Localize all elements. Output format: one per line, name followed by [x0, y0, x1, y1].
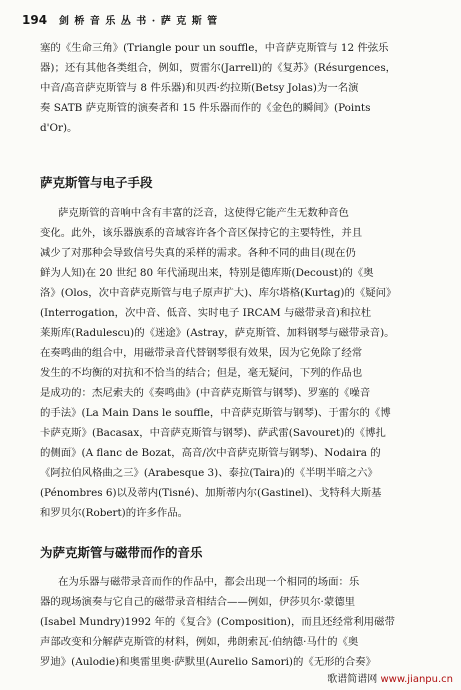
page-header — [22, 9, 442, 31]
watermark-url: www.jianpu.cn — [380, 674, 453, 685]
text-line: 减少了对那种会导致信号失真的采样的需求。各种不同的曲目(现在仍 — [40, 247, 356, 259]
text-line: (Interrogation，次中音、低音、实时电子 IRCAM 与磁带录音)和拉杜 — [40, 307, 372, 319]
section-heading: 萨克斯管与电子手段 — [40, 175, 153, 190]
text-line: d'Or)。 — [40, 122, 78, 134]
text-line: 《阿拉伯风格曲之三》(Arabesque 3)、泰拉(Taira)的《半明半暗之六》 — [40, 467, 378, 479]
running-title: 剑 桥 音 乐 丛 书 · 萨 克 斯 管 — [58, 16, 219, 27]
text-line: 器)；还有其他各类组合，例如，贾雷尔(Jarrell)的《复苏》(Résurgences， — [40, 62, 397, 74]
text-line: 卡萨克斯》(Bacasax，中音萨克斯管与钢琴)、萨武雷(Savouret)的《博扎 — [40, 427, 386, 439]
section-heading: 为萨克斯管与磁带而作的音乐 — [40, 545, 203, 560]
text-line: 中音/高音萨克斯管与 8 件乐器)和贝西·约拉斯(Betsy Jolas)为一名演 — [40, 82, 359, 94]
text-line: 发生的不均衡的对抗和不恰当的结合；但是，毫无疑问，下列的作品也 — [40, 367, 363, 379]
text-line: (Pénombres 6)以及蒂内(Tisné)、加斯蒂内尔(Gastinel)、戈特科大斯基 — [40, 487, 382, 499]
text-line: 萨克斯管的音响中含有丰富的泛音，这使得它能产生无数种音色 — [58, 207, 349, 219]
text-line: 器的现场演奏与它自己的磁带录音相结合——例如，伊莎贝尔·蒙德里 — [40, 596, 356, 608]
text-line: 塞的《生命三角》(Triangle pour un souffle，中音萨克斯管与 12 件弦乐 — [40, 42, 389, 54]
text-line: 洛》(Olos，次中音萨克斯管与电子原声扩大)、库尔塔格(Kurtag)的《疑问》 — [40, 287, 397, 299]
text-line: 声部改变和分解萨克斯管的材料，例如，弗朗索瓦·伯纳德·马什的《奥 — [40, 636, 359, 648]
text-line: (Isabel Mundry)1992 年的《复合》(Composition)，而且还经常利用磁带 — [40, 616, 395, 628]
page-number: 194 — [22, 13, 48, 27]
text-line: 莱斯库(Radulescu)的《迷途》(Astray，萨克斯管、加料钢琴与磁带录音)。 — [40, 327, 395, 339]
text-line: 罗迪》(Aulodie)和奥雷里奥·萨默里(Aurelio Samori)的《无形的合奏》 — [40, 656, 377, 668]
text-line: 的手法》(La Main Dans le souffle，中音萨克斯管与钢琴)、于雷尔的《博 — [40, 407, 391, 419]
text-line: 在奏鸣曲的组合中，用磁带录音代替钢琴很有效果，因为它免除了经常 — [40, 347, 363, 359]
watermark-site-name: 歌谱简谱网 — [327, 674, 378, 685]
text-line: 变化。此外，该乐器族系的音域容许各个音区保持它的主要特性，并且 — [40, 227, 363, 239]
text-line: 的侧面》(A flanc de Bozat，高音/次中音萨克斯管与钢琴)、Nodaira 的 — [40, 447, 381, 459]
text-line: 奏 SATB 萨克斯管的演奏者和 15 件乐器而作的《金色的瞬间》(Points — [40, 102, 371, 114]
watermark — [327, 672, 453, 688]
text-line: 是成功的：杰尼索夫的《奏鸣曲》(中音萨克斯管与钢琴)、罗塞的《噪音 — [40, 387, 371, 399]
text-line: 和罗贝尔(Robert)的许多作品。 — [40, 507, 189, 519]
text-line: 鲜为人知)在 20 世纪 80 年代涌现出来，特别是德库斯(Decoust)的《奥 — [40, 267, 374, 279]
text-line: 在为乐器与磁带录音而作的作品中，都会出现一个相同的场面：乐 — [58, 576, 360, 588]
